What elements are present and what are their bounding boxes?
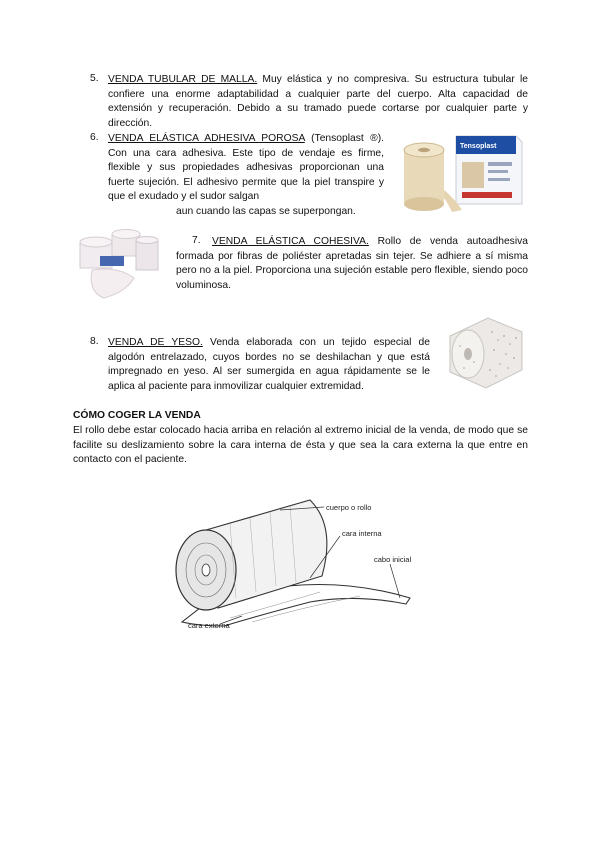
item-5-text: Muy elástica y no compresiva. Su estructura tubular le confiere una enorme adaptabilidad a cualquier parte del cuerpo. Alta capacidad de extensión y recuperación. Debido a su tramado puede cortarse por cualquier parte y dirección.: [108, 74, 528, 129]
item-6-number: 6.: [90, 132, 99, 143]
tensoplast-image: [392, 128, 528, 212]
item-8-number: 8.: [90, 336, 99, 347]
item-5-paragraph: [108, 73, 528, 131]
item-6-tail: aun cuando las capas se superpongan.: [176, 206, 356, 217]
item-5-number: 5.: [90, 73, 99, 84]
item-6-title: VENDA ELÁSTICA ADHESIVA POROSA: [108, 133, 305, 144]
section-heading: CÓMO COGER LA VENDA: [73, 410, 201, 421]
cohesive-bandage-image: [74, 226, 162, 302]
item-8-text: Venda elaborada con un tejido especial de algodón entrelazado, cuyos bordes no se deshilachan y que está impregnado en yeso. Al ser sumergida en agua rápidamente se le aplica al paciente para inmovilizar cualquier extremidad.: [108, 337, 430, 392]
item-6-text: (Tensoplast ®). Con una cara adhesiva. Este tipo de vendaje es firme, flexible y sus propiedades adhesivas proporcionan una fuerte sujeción. El adhesivo permite que la piel transpire y que el exudado y el sudor salgan: [108, 133, 384, 203]
item-6-paragraph: [108, 132, 384, 205]
label-cuerpo-o-rollo: cuerpo o rollo: [326, 503, 372, 512]
item-8-title: VENDA DE YESO.: [108, 337, 203, 348]
label-cara-externa: cara externa: [188, 621, 230, 630]
item-5-title: VENDA TUBULAR DE MALLA.: [108, 74, 258, 85]
item-8-paragraph: [108, 336, 430, 394]
item-7-text: Rollo de venda autoadhesiva formada por fibras de poliéster apretadas sin tejer. Se adhiere a sí misma pero no a la piel. Proporciona una sujeción estable pero flexible, siendo poco voluminosa.: [176, 236, 528, 291]
tensoplast-box-label: Tensoplast: [460, 143, 497, 150]
item-7-title: VENDA ELÁSTICA COHESIVA.: [212, 236, 369, 247]
label-cara-interna: cara interna: [342, 529, 382, 538]
item-7-paragraph: [176, 235, 528, 293]
bandage-diagram: [160, 486, 430, 636]
label-cabo-inicial: cabo inicial: [374, 555, 412, 564]
section-paragraph: El rollo debe estar colocado hacia arriba en relación al extremo inicial de la venda, de modo que se facilite su deslizamiento sobre la cara interna de ésta y que sea la cara externa la que entre en contacto con el paciente.: [73, 425, 528, 466]
item-7-number: 7.: [192, 235, 201, 246]
plaster-bandage-image: [446, 310, 528, 390]
